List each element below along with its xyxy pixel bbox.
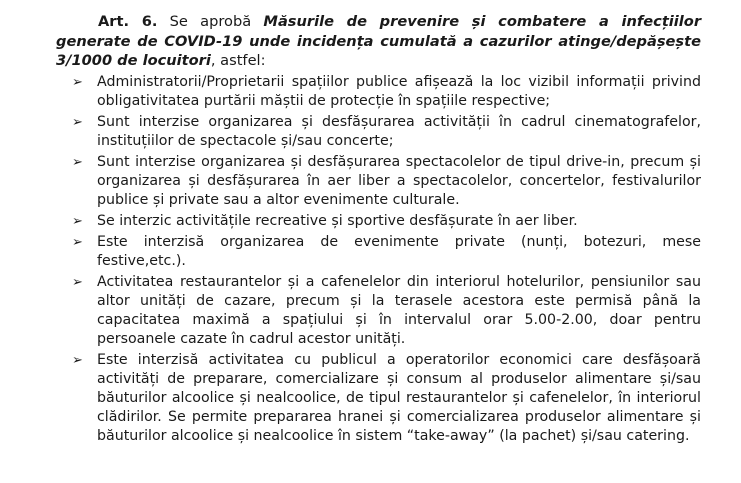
list-item-text: Se interzic activitățile recreative și sportive desfășurate în aer liber. bbox=[97, 212, 578, 229]
article-heading bbox=[56, 12, 701, 71]
arrowhead-bullet-icon: ➢ bbox=[72, 234, 83, 250]
list-item bbox=[56, 73, 701, 111]
list-item-text: Sunt interzise organizarea și desfășurarea activității în cadrul cinematografelor, instituțiilor de spectacole și/sau concerte; bbox=[97, 113, 701, 149]
arrowhead-bullet-icon: ➢ bbox=[72, 114, 83, 130]
list-item bbox=[56, 233, 701, 271]
list-item bbox=[56, 153, 701, 210]
article-outro: , astfel: bbox=[210, 52, 266, 69]
arrowhead-bullet-icon: ➢ bbox=[72, 74, 83, 90]
arrowhead-bullet-icon: ➢ bbox=[72, 154, 83, 170]
article-number: Art. 6. bbox=[98, 13, 158, 30]
list-item-text: Administratorii/Proprietarii spațiilor publice afișează la loc vizibil informații privind obligativitatea purtării măștii de protecție în spațiile respective; bbox=[97, 73, 701, 109]
arrowhead-bullet-icon: ➢ bbox=[72, 274, 83, 290]
list-item bbox=[56, 113, 701, 151]
arrowhead-bullet-icon: ➢ bbox=[72, 352, 83, 368]
measures-list bbox=[56, 73, 701, 446]
article-intro: Se aprobă bbox=[169, 13, 252, 30]
article-title: Măsurile de prevenire și combatere a infecțiilor generate de COVID-19 unde incidența cumulată a cazurilor atinge/depășește 3/1000 de locuitori bbox=[56, 13, 702, 69]
list-item bbox=[56, 351, 701, 446]
list-item-text: Activitatea restaurantelor și a cafenelelor din interiorul hotelurilor, pensiunilor sau altor unități de cazare, precum și la terasele acestora este permisă până la capacitatea maximă a spațiului și în intervalul orar 5.00-2.00, doar pentru persoanele cazate în cadrul acestor unități. bbox=[97, 273, 701, 347]
list-item bbox=[56, 212, 701, 231]
list-item-text: Este interzisă organizarea de evenimente private (nunți, botezuri, mese festive,etc.). bbox=[97, 233, 701, 269]
list-item bbox=[56, 273, 701, 349]
list-item-text: Este interzisă activitatea cu publicul a operatorilor economici care desfășoară activități de preparare, comercializare și consum al produselor alimentare și/sau băuturilor alcoolice și nealcoolice, de tipul restaurantelor și cafenelelor, în interiorul clădirilor. Se permite prepararea hranei și comercializarea produselor alimentare și băuturilor alcoolice și nealcoolice în sistem “take-away” (la pachet) și/sau catering. bbox=[97, 351, 701, 444]
arrowhead-bullet-icon: ➢ bbox=[72, 213, 83, 229]
list-item-text: Sunt interzise organizarea și desfășurarea spectacolelor de tipul drive-in, precum și organizarea și desfășurarea în aer liber a spectacolelor, concertelor, festivalurilor publice și private sau a altor evenimente culturale. bbox=[97, 153, 701, 208]
